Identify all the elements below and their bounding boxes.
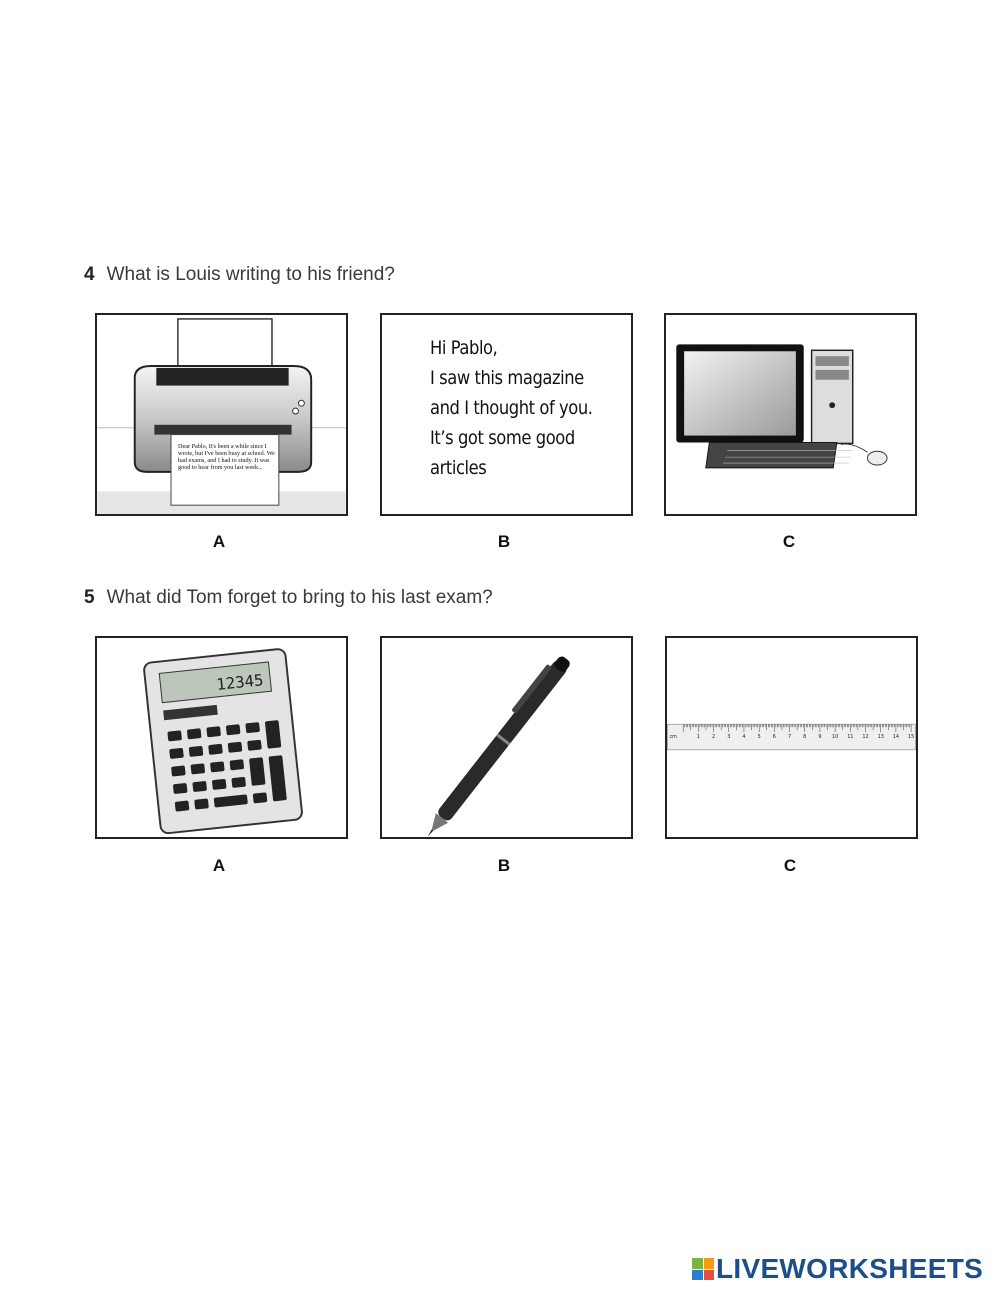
ruler-number: 12 [862, 733, 869, 740]
option-4b-note-image[interactable] [380, 313, 633, 516]
ruler-number: 14 [892, 733, 900, 740]
note-line: I saw this magazine [430, 367, 584, 389]
option-label: A [212, 532, 226, 551]
brand-name: LIVEWORKSHEETS [716, 1253, 984, 1284]
pen-icon [382, 638, 631, 837]
question-number: 4 [84, 264, 95, 285]
ruler-icon [667, 638, 916, 837]
option-5c-ruler-image[interactable] [665, 636, 918, 839]
note-line: Hi Pablo, [430, 337, 498, 359]
ruler-number: 1 [696, 733, 700, 740]
ruler-number: 5 [757, 733, 761, 740]
option-5b-pen-image[interactable] [380, 636, 633, 839]
ruler-number: 15 [907, 733, 915, 740]
question-4 [84, 264, 395, 286]
question-number: 5 [84, 587, 95, 608]
option-label: A [212, 856, 226, 875]
ruler-number: 10 [832, 733, 839, 740]
question-text: What did Tom forget to bring to his last exam? [106, 587, 493, 608]
ruler-number: 3 [727, 733, 731, 740]
note-line: and I thought of you. [430, 397, 593, 419]
ruler-number: 4 [742, 733, 746, 740]
option-label: C [783, 856, 797, 875]
logo-mark-icon [692, 1258, 714, 1280]
ruler-number: 7 [787, 733, 792, 740]
note-line: articles [430, 457, 487, 479]
printed-letter: Dear Pablo, It's been a while since I wrote, but I've been busy at school. We had exams, and I had to study. It was good to hear from you last week... [178, 443, 275, 471]
ruler-number: 11 [847, 733, 854, 740]
option-label: B [497, 532, 511, 551]
option-label: C [782, 532, 796, 551]
option-5a-calculator-image[interactable] [95, 636, 348, 839]
option-4a-printer-image[interactable] [95, 313, 348, 516]
ruler-number: 6 [772, 733, 776, 740]
note-line: It’s got some good [430, 427, 575, 449]
ruler-number: 8 [803, 733, 807, 740]
option-4c-computer-image[interactable] [664, 313, 917, 516]
ruler-number: 13 [877, 733, 884, 740]
handwritten-note [430, 333, 593, 483]
option-label: B [497, 856, 511, 875]
question-text: What is Louis writing to his friend? [106, 264, 395, 285]
calculator-display: 12345 [215, 670, 265, 694]
ruler-number: 9 [818, 733, 822, 740]
computer-icon [666, 315, 915, 514]
liveworksheets-logo [692, 1253, 983, 1285]
calculator-icon [97, 638, 346, 837]
ruler-number: 2 [712, 733, 716, 740]
question-5 [84, 587, 493, 609]
ruler-unit-label: cm [669, 733, 677, 740]
